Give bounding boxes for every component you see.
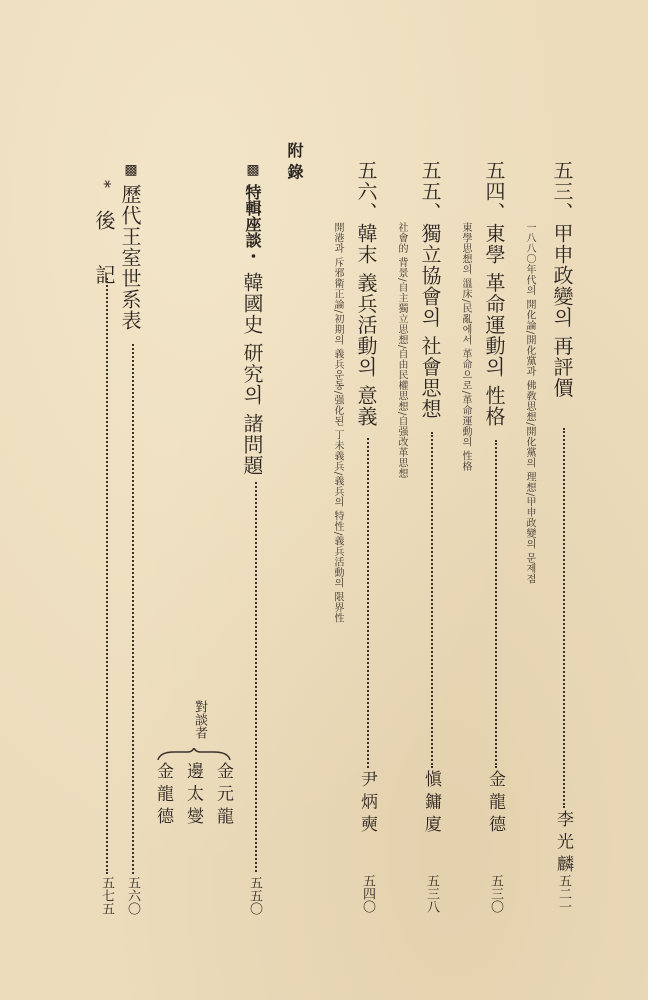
entry-54-subtopics: 東學思想의 溫床/民亂에서 革命으로/革命運動의 性格 <box>460 222 471 472</box>
participant-3: 金 龍 德 <box>153 762 173 824</box>
entry-56-leader-dots <box>367 438 369 768</box>
entry-55-title: 五五、獨立協會의 社會思想 <box>418 160 442 420</box>
table-title: 歷代王室世系表 <box>118 184 142 331</box>
entry-54-leader-dots <box>495 440 497 768</box>
entry-56-title: 五六、韓末 義兵活動의 意義 <box>354 160 378 427</box>
special-label: 特輯座談・ <box>243 184 262 264</box>
entry-53-leader-dots <box>563 428 565 808</box>
entry-53-subtopics: 一八八〇年代의 開化論/開化黨과 佛敎思想/開化黨의 理想/甲申政變의 문제점 <box>524 222 535 585</box>
special-title: 韓國史 研究의 諸問題 <box>240 272 264 476</box>
participants-brace <box>154 748 234 762</box>
entry-53-author: 李 光 麟 <box>553 810 573 872</box>
participant-1: 金 元 龍 <box>213 762 233 824</box>
entry-53-page: 五二一 <box>556 874 571 913</box>
entry-54-page: 五三〇 <box>488 874 503 913</box>
table-leader-dots <box>132 344 134 874</box>
table-page: 五六〇 <box>125 876 140 915</box>
entry-56-author: 尹 炳 奭 <box>357 770 377 832</box>
appendix-heading: 附 錄 <box>285 142 304 180</box>
afterword-page: 五七五 <box>99 876 114 915</box>
entry-54-title: 五四、東學 革命運動의 性格 <box>482 160 506 427</box>
entry-55-author: 愼 鏞 廈 <box>421 770 441 832</box>
entry-56-subtopics: 開港과 斥邪衛正論/初期의 義兵운동/强化된 丁未義兵/義兵의 特性/義兵活動의 限界性 <box>332 222 343 624</box>
special-page: 五五〇 <box>247 876 262 915</box>
afterword-leader-dots <box>106 278 108 874</box>
participant-2: 邊 太 燮 <box>183 762 203 824</box>
afterword-title: 後 記 <box>92 210 116 299</box>
afterword-star: * <box>95 180 114 188</box>
special-box-icon: ▩ <box>245 162 261 178</box>
entry-53-title: 五三、甲申政變의 再評價 <box>550 160 574 399</box>
participants-label: 對談者 <box>192 700 207 739</box>
entry-55-subtopics: 社會的 背景/自主獨立思想/自由民權思想/自强改革思想 <box>396 222 407 479</box>
entry-55-page: 五三八 <box>424 874 439 913</box>
entry-55-leader-dots <box>431 432 433 768</box>
special-leader-dots <box>255 482 257 872</box>
entry-56-page: 五四〇 <box>360 874 375 913</box>
table-box-icon: ▩ <box>123 162 139 178</box>
entry-54-author: 金 龍 德 <box>485 770 505 832</box>
